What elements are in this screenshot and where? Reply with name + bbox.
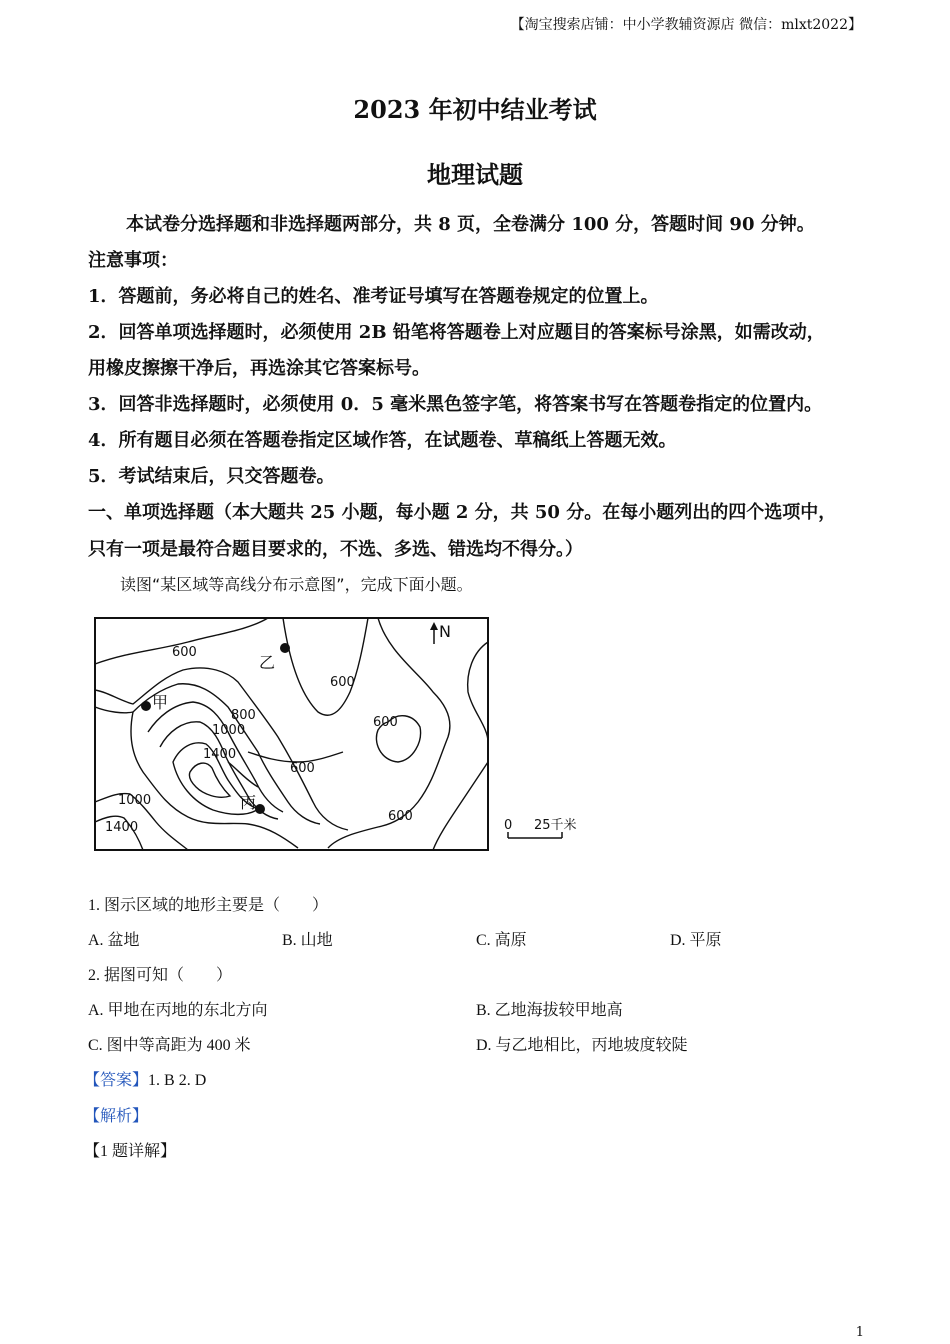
contour-map	[88, 612, 588, 858]
note-item: 2．回答单项选择题时，必须使用 2B 铅笔将答题卷上对应题目的答案标号涂黑，如需改动，	[88, 322, 825, 343]
note-item: 1．答题前，务必将自己的姓名、准考证号填写在答题卷规定的位置上。	[88, 286, 659, 307]
contour-label: 1000	[212, 723, 246, 738]
q2-option-a: A. 甲地在丙地的东北方向	[88, 1002, 268, 1019]
label-jia: 甲	[152, 693, 169, 712]
question-1-stem: 1. 图示区域的地形主要是（ ）	[88, 897, 329, 914]
note-item: 用橡皮擦擦干净后，再选涂其它答案标号。	[88, 358, 430, 379]
answer-line	[84, 1067, 206, 1090]
label-bing: 丙	[240, 793, 257, 812]
point-yi	[280, 643, 290, 653]
scale-zero: 0	[504, 818, 513, 833]
q2-option-b: B. 乙地海拔较甲地高	[476, 1002, 623, 1019]
note-item: 4．所有题目必须在答题卷指定区域作答，在试题卷、草稿纸上答题无效。	[88, 430, 677, 451]
contour-label: 1400	[105, 820, 139, 835]
answer-tag: 【答案】	[84, 1072, 149, 1089]
page-number: 1	[855, 1325, 864, 1340]
scale-label: 25千米	[534, 818, 577, 833]
point-jia	[141, 701, 151, 711]
q1-option-c: C. 高原	[476, 932, 527, 949]
north-label: N	[439, 622, 451, 641]
q2-option-d: D. 与乙地相比，丙地坡度较陡	[476, 1037, 688, 1054]
answer-text: 1. B 2. D	[148, 1072, 207, 1089]
q1-option-b: B. 山地	[282, 932, 333, 949]
question-2-stem: 2. 据图可知（ ）	[88, 967, 233, 984]
label-yi: 乙	[259, 653, 276, 672]
note-item: 5．考试结束后，只交答题卷。	[88, 466, 335, 487]
q1-option-d: D. 平原	[670, 932, 722, 949]
shop-note: 【淘宝搜索店铺：中小学教辅资源店 微信：mlxt2022】	[510, 17, 862, 33]
q2-option-c: C. 图中等高距为 400 米	[88, 1037, 251, 1054]
point-bing	[255, 804, 265, 814]
intro-paragraph: 本试卷分选择题和非选择题两部分，共 8 页，全卷满分 100 分，答题时间 90 分钟。	[126, 214, 815, 235]
map-frame	[95, 618, 488, 850]
note-item: 3．回答非选择题时，必须使用 0．5 毫米黑色签字笔，将答案书写在答题卷指定的位置内。	[88, 394, 823, 415]
contour-label: 600	[172, 645, 197, 660]
q1-option-a: A. 盆地	[88, 932, 140, 949]
section-heading: 一、单项选择题（本大题共 25 小题，每小题 2 分，共 50 分。在每小题列出的四个选项中，	[88, 502, 837, 523]
contour-label: 600	[290, 761, 315, 776]
contour-label: 1000	[118, 793, 152, 808]
contour-label: 600	[388, 809, 413, 824]
subject-title: 地理试题	[427, 160, 523, 189]
section-heading-cont: 只有一项是最符合题目要求的，不选、多选、错选均不得分。）	[88, 539, 583, 560]
contour-label: 600	[330, 675, 355, 690]
contour-label: 1400	[203, 747, 237, 762]
contour-label: 800	[231, 708, 256, 723]
analysis-detail: 【1 题详解】	[84, 1143, 177, 1160]
read-prompt: 读图“某区域等高线分布示意图”，完成下面小题。	[120, 575, 473, 594]
exam-title: 2023 年初中结业考试	[353, 95, 597, 124]
notes-heading: 注意事项：	[88, 250, 178, 271]
contour-label: 600	[373, 715, 398, 730]
analysis-tag: 【解析】	[84, 1108, 149, 1125]
